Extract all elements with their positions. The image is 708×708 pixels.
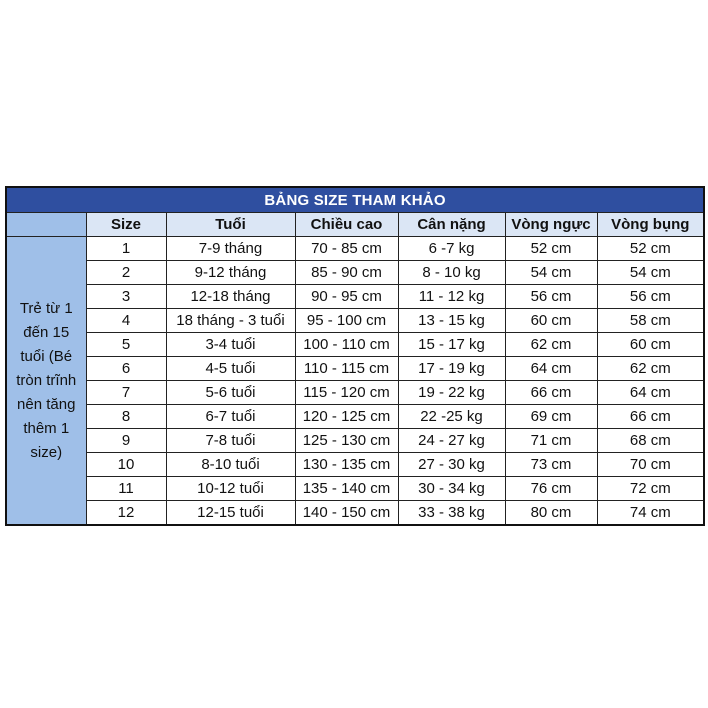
cell-waist: 68 cm	[597, 429, 704, 453]
cell-age: 10-12 tuổi	[166, 477, 295, 501]
header-row	[6, 213, 704, 237]
cell-size: 1	[86, 237, 166, 261]
table-row	[6, 381, 704, 405]
side-note-line: size)	[30, 443, 63, 461]
table-row	[6, 477, 704, 501]
cell-age: 7-8 tuổi	[166, 429, 295, 453]
table-row	[6, 429, 704, 453]
cell-waist: 58 cm	[597, 309, 704, 333]
cell-chest: 73 cm	[505, 453, 597, 477]
cell-weight: 19 - 22 kg	[398, 381, 505, 405]
table-row	[6, 453, 704, 477]
cell-height: 110 - 115 cm	[295, 357, 398, 381]
header-size: Size	[86, 213, 166, 237]
cell-chest: 54 cm	[505, 261, 597, 285]
cell-weight: 13 - 15 kg	[398, 309, 505, 333]
cell-height: 115 - 120 cm	[295, 381, 398, 405]
cell-age: 12-15 tuổi	[166, 501, 295, 526]
cell-weight: 6 -7 kg	[398, 237, 505, 261]
header-height: Chiều cao	[295, 213, 398, 237]
cell-weight: 24 - 27 kg	[398, 429, 505, 453]
cell-age: 4-5 tuổi	[166, 357, 295, 381]
table-row	[6, 501, 704, 526]
table-row	[6, 333, 704, 357]
cell-height: 100 - 110 cm	[295, 333, 398, 357]
header-weight: Cân nặng	[398, 213, 505, 237]
cell-size: 12	[86, 501, 166, 526]
table-row	[6, 405, 704, 429]
cell-chest: 66 cm	[505, 381, 597, 405]
cell-age: 6-7 tuổi	[166, 405, 295, 429]
table-row	[6, 237, 704, 261]
cell-size: 4	[86, 309, 166, 333]
size-chart-table	[5, 186, 705, 526]
cell-waist: 56 cm	[597, 285, 704, 309]
blank-header-cell	[6, 213, 86, 237]
cell-height: 125 - 130 cm	[295, 429, 398, 453]
cell-age: 12-18 tháng	[166, 285, 295, 309]
cell-height: 85 - 90 cm	[295, 261, 398, 285]
cell-age: 7-9 tháng	[166, 237, 295, 261]
cell-weight: 22 -25 kg	[398, 405, 505, 429]
cell-chest: 52 cm	[505, 237, 597, 261]
header-age: Tuổi	[166, 213, 295, 237]
cell-size: 7	[86, 381, 166, 405]
cell-age: 3-4 tuổi	[166, 333, 295, 357]
cell-height: 95 - 100 cm	[295, 309, 398, 333]
cell-height: 130 - 135 cm	[295, 453, 398, 477]
cell-chest: 60 cm	[505, 309, 597, 333]
table-row	[6, 285, 704, 309]
cell-waist: 72 cm	[597, 477, 704, 501]
cell-size: 5	[86, 333, 166, 357]
side-note-line: Trẻ từ 1	[19, 299, 73, 317]
cell-weight: 33 - 38 kg	[398, 501, 505, 526]
cell-weight: 27 - 30 kg	[398, 453, 505, 477]
cell-chest: 64 cm	[505, 357, 597, 381]
title-row	[6, 187, 704, 213]
side-note-line: tuổi (Bé	[20, 347, 73, 365]
cell-chest: 80 cm	[505, 501, 597, 526]
cell-height: 70 - 85 cm	[295, 237, 398, 261]
cell-height: 120 - 125 cm	[295, 405, 398, 429]
cell-height: 135 - 140 cm	[295, 477, 398, 501]
cell-age: 9-12 tháng	[166, 261, 295, 285]
cell-weight: 11 - 12 kg	[398, 285, 505, 309]
table-title: BẢNG SIZE THAM KHẢO	[6, 187, 704, 213]
cell-waist: 66 cm	[597, 405, 704, 429]
cell-waist: 70 cm	[597, 453, 704, 477]
cell-weight: 15 - 17 kg	[398, 333, 505, 357]
table-row	[6, 261, 704, 285]
cell-age: 8-10 tuổi	[166, 453, 295, 477]
cell-height: 140 - 150 cm	[295, 501, 398, 526]
cell-size: 11	[86, 477, 166, 501]
cell-age: 18 tháng - 3 tuổi	[166, 309, 295, 333]
table-row	[6, 309, 704, 333]
cell-size: 8	[86, 405, 166, 429]
cell-chest: 76 cm	[505, 477, 597, 501]
cell-size: 9	[86, 429, 166, 453]
cell-weight: 30 - 34 kg	[398, 477, 505, 501]
header-waist: Vòng bụng	[597, 213, 704, 237]
cell-age: 5-6 tuổi	[166, 381, 295, 405]
cell-chest: 69 cm	[505, 405, 597, 429]
cell-size: 2	[86, 261, 166, 285]
cell-waist: 54 cm	[597, 261, 704, 285]
header-chest: Vòng ngực	[505, 213, 597, 237]
cell-waist: 52 cm	[597, 237, 704, 261]
cell-height: 90 - 95 cm	[295, 285, 398, 309]
cell-waist: 74 cm	[597, 501, 704, 526]
cell-size: 3	[86, 285, 166, 309]
table-row	[6, 357, 704, 381]
side-note-line: nên tăng	[17, 395, 76, 413]
cell-chest: 56 cm	[505, 285, 597, 309]
cell-chest: 62 cm	[505, 333, 597, 357]
side-note-line: tròn trĩnh	[16, 371, 77, 389]
side-note	[6, 237, 86, 526]
cell-size: 10	[86, 453, 166, 477]
cell-chest: 71 cm	[505, 429, 597, 453]
cell-waist: 64 cm	[597, 381, 704, 405]
side-note-line: thêm 1	[23, 419, 70, 437]
cell-size: 6	[86, 357, 166, 381]
cell-waist: 60 cm	[597, 333, 704, 357]
cell-weight: 17 - 19 kg	[398, 357, 505, 381]
side-note-line: đến 15	[23, 323, 70, 341]
cell-weight: 8 - 10 kg	[398, 261, 505, 285]
cell-waist: 62 cm	[597, 357, 704, 381]
